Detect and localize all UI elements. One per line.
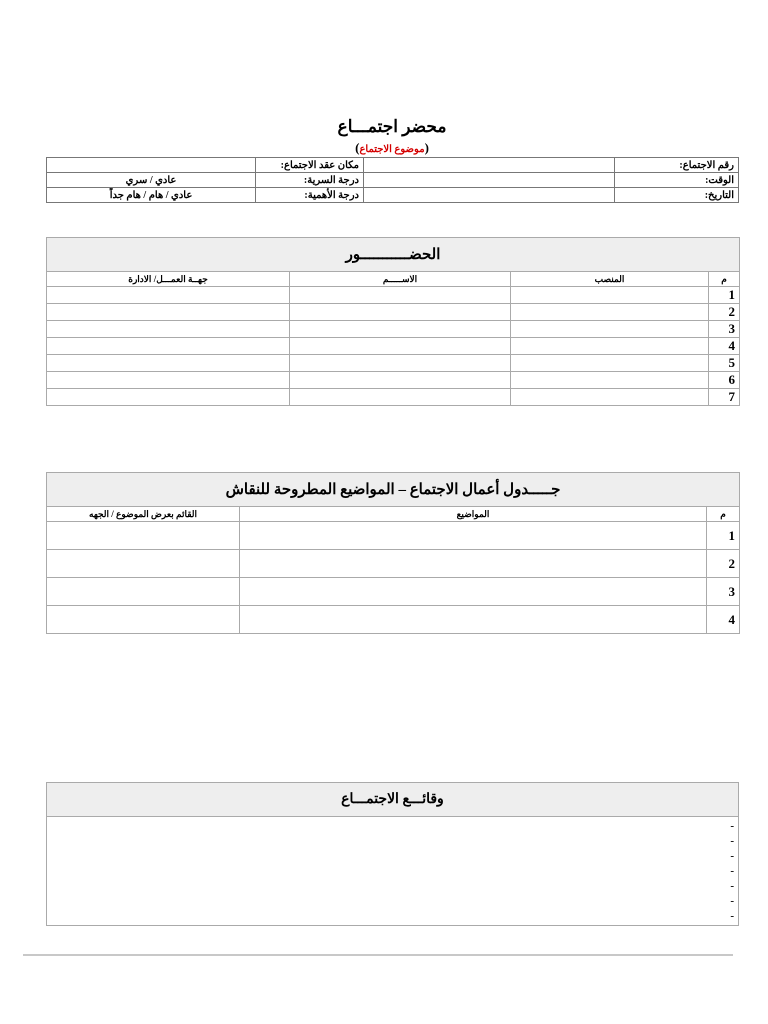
meeting-location-label: مكان عقد الاجتماع: [256,158,364,173]
table-row [47,355,740,372]
minutes-table [46,782,739,926]
row-number: 5 [709,355,740,372]
table-row [47,522,740,550]
bullet-dash: - [730,850,734,862]
agenda-header-row [47,473,740,507]
row-number: 2 [709,304,740,321]
confidentiality-label: درجة السرية: [256,173,364,188]
department-cell[interactable] [47,287,290,304]
attendance-table [46,237,740,406]
meeting-location-value[interactable] [47,158,256,173]
department-cell[interactable] [47,304,290,321]
row-number: 4 [709,338,740,355]
department-cell[interactable] [47,372,290,389]
table-row [47,372,740,389]
attendance-title: الحضـــــــــــور [47,238,740,272]
presenter-cell[interactable] [47,578,240,606]
column-header-number: م [709,272,740,287]
info-row [47,173,739,188]
row-number: 6 [709,372,740,389]
info-row [47,158,739,173]
name-cell[interactable] [290,355,511,372]
topic-cell[interactable] [240,606,707,634]
row-number: 3 [709,321,740,338]
presenter-cell[interactable] [47,606,240,634]
column-header-presenter: القائم بعرض الموضوع / الجهه [47,507,240,522]
meeting-time-label: الوقت: [615,173,739,188]
meeting-info-table [46,157,739,203]
meeting-number-label: رقم الاجتماع: [615,158,739,173]
name-cell[interactable] [290,389,511,406]
table-row [47,389,740,406]
meeting-time-value[interactable] [364,173,615,188]
agenda-title: جـــــدول أعمال الاجتماع – المواضيع المطروحة للنقاش [47,473,740,507]
meeting-subject: موضوع الاجتماع [359,144,425,155]
table-row [47,606,740,634]
position-cell[interactable] [511,321,709,338]
row-number: 7 [709,389,740,406]
subtitle-open-paren: ( [424,140,429,155]
column-header-position: المنصب [511,272,709,287]
department-cell[interactable] [47,355,290,372]
table-row [47,578,740,606]
row-number: 1 [707,522,740,550]
table-row [47,304,740,321]
row-number: 4 [707,606,740,634]
position-cell[interactable] [511,389,709,406]
bullet-dash: - [730,910,734,922]
name-cell[interactable] [290,372,511,389]
position-cell[interactable] [511,372,709,389]
confidentiality-value[interactable]: عادي / سري [47,173,256,188]
meeting-date-label: التاريخ: [615,188,739,203]
column-header-name: الاســـــم [290,272,511,287]
minutes-body[interactable] [47,817,739,926]
minutes-title: وقائـــع الاجتمـــاع [47,783,739,817]
table-row [47,321,740,338]
position-cell[interactable] [511,304,709,321]
bullet-dash: - [730,895,734,907]
position-cell[interactable] [511,338,709,355]
minutes-body-row [47,817,739,926]
row-number: 3 [707,578,740,606]
table-row [47,287,740,304]
document-subtitle [0,140,768,156]
column-header-number: م [707,507,740,522]
agenda-table [46,472,740,634]
department-cell[interactable] [47,389,290,406]
importance-value[interactable]: عادي / هام / هام جداً [47,188,256,203]
row-number: 1 [709,287,740,304]
row-number: 2 [707,550,740,578]
bullet-dash: - [730,820,734,832]
subtitle-close-paren: ) [355,140,360,155]
bullet-dash: - [730,835,734,847]
attendance-header-row [47,238,740,272]
agenda-column-headers [47,507,740,522]
department-cell[interactable] [47,338,290,355]
importance-label: درجة الأهمية: [256,188,364,203]
topic-cell[interactable] [240,522,707,550]
column-header-department: جهــة العمـــل/ الادارة [47,272,290,287]
department-cell[interactable] [47,321,290,338]
topic-cell[interactable] [240,550,707,578]
bullet-dash: - [730,880,734,892]
document-title: محضر اجتمـــاع [337,117,447,136]
name-cell[interactable] [290,304,511,321]
name-cell[interactable] [290,321,511,338]
footer-divider [23,954,733,956]
presenter-cell[interactable] [47,522,240,550]
minutes-header-row [47,783,739,817]
name-cell[interactable] [290,287,511,304]
column-header-topics: المواضيع [240,507,707,522]
name-cell[interactable] [290,338,511,355]
table-row [47,550,740,578]
position-cell[interactable] [511,287,709,304]
info-row [47,188,739,203]
table-row [47,338,740,355]
meeting-date-value[interactable] [364,188,615,203]
meeting-number-value[interactable] [364,158,615,173]
position-cell[interactable] [511,355,709,372]
attendance-column-headers [47,272,740,287]
bullet-dash: - [730,865,734,877]
topic-cell[interactable] [240,578,707,606]
presenter-cell[interactable] [47,550,240,578]
